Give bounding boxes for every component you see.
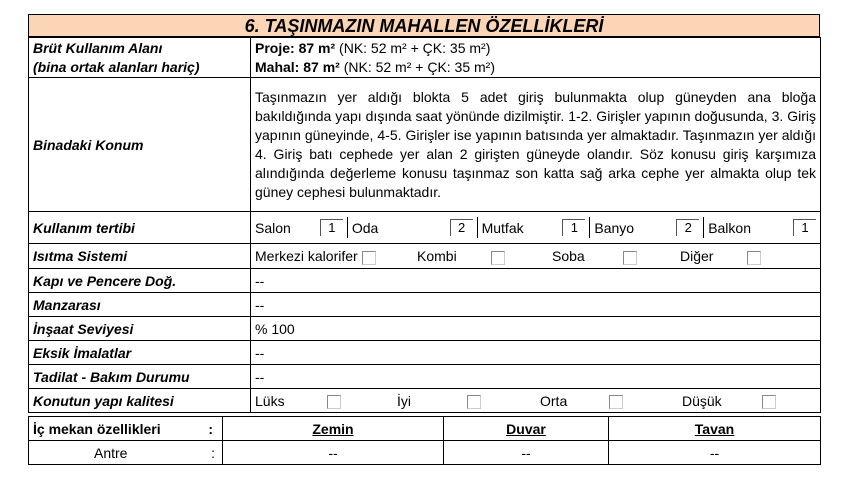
quality-row	[29, 389, 821, 413]
missing-row	[29, 341, 821, 365]
location-text: Taşınmazın yer aldığı blokta 5 adet giriş bulunmakta olup güneyden ana bloğa bakıldığında yapı dışında saat yönünde dizilmiştir. 1-2. Girişler yapının doğusunda, 3. Giriş yapının güneyinde, 4-5. Girişler ise yapının batısında yer almaktadır. Taşınmazın yer aldığı 4. Giriş batı cephede yer alan 2 girişten güneyde olandır. Söz konusu giriş karşımıza alındığında değerleme konusu taşınmaz son katta sağ arka cephe yer almakta olup tek güney cephesi bulunmaktadır.	[251, 78, 821, 212]
missing-value: --	[251, 341, 821, 365]
quality-checkbox[interactable]	[609, 395, 623, 409]
heating-option-label: Kombi	[417, 248, 457, 264]
interior-header-row	[29, 417, 821, 441]
renovation-label: Tadilat - Bakım Durumu	[29, 365, 251, 389]
interior-duvar-value: --	[444, 441, 609, 465]
interior-header-zemin: Zemin	[223, 417, 444, 441]
location-row	[29, 78, 821, 212]
interior-header-tavan: Tavan	[609, 417, 821, 441]
interior-tavan-value: --	[609, 441, 821, 465]
appraisal-section	[28, 14, 820, 465]
interior-zemin-value: --	[223, 441, 444, 465]
properties-table	[28, 37, 821, 413]
usage-item-name: Balkon	[708, 220, 751, 236]
area-proje: Proje: 87 m² (NK: 52 m² + ÇK: 35 m²)	[255, 39, 491, 56]
usage-item	[251, 217, 347, 238]
usage-count-field[interactable]: 2	[676, 219, 699, 236]
heating-checkbox[interactable]	[491, 251, 505, 265]
usage-item-name: Mutfak	[481, 220, 524, 236]
area-value	[251, 38, 821, 78]
construction-value: % 100	[251, 317, 821, 341]
heating-option-label: Diğer	[680, 248, 714, 264]
usage-item-name: Banyo	[594, 220, 635, 236]
renovation-row	[29, 365, 821, 389]
heating-checkbox[interactable]	[747, 251, 761, 265]
door-row	[29, 269, 821, 293]
usage-count-field[interactable]: 2	[450, 219, 473, 236]
construction-label: İnşaat Seviyesi	[29, 317, 251, 341]
heating-option	[680, 248, 800, 265]
usage-item	[589, 217, 703, 238]
usage-cell	[251, 212, 821, 244]
usage-count-field[interactable]: 1	[793, 219, 816, 236]
door-value: --	[251, 269, 821, 293]
quality-option	[255, 392, 397, 409]
usage-item-name: Oda	[351, 220, 379, 236]
quality-options	[255, 392, 816, 409]
heating-row	[29, 244, 821, 269]
heating-label: Isıtma Sistemi	[29, 244, 251, 269]
area-mahal: Mahal: 87 m² (NK: 52 m² + ÇK: 35 m²)	[255, 58, 496, 75]
quality-option	[540, 392, 682, 409]
interior-table	[28, 416, 821, 465]
heating-cell	[251, 244, 821, 269]
renovation-value: --	[251, 365, 821, 389]
heating-option-label: Soba	[552, 248, 585, 264]
area-row	[29, 38, 821, 78]
usage-row	[29, 212, 821, 244]
area-label: Brüt Kullanım Alanı (bina ortak alanları hariç)	[29, 38, 251, 78]
heating-options	[255, 248, 816, 265]
quality-label: Konutun yapı kalitesi	[29, 389, 251, 413]
usage-item	[477, 217, 590, 238]
interior-label: İç mekan özellikleri :	[29, 417, 223, 441]
section-title: 6. TAŞINMAZIN MAHALLEN ÖZELLİKLERİ	[28, 14, 820, 37]
missing-label: Eksik İmalatlar	[29, 341, 251, 365]
quality-option-label: Orta	[540, 392, 568, 409]
heating-checkbox[interactable]	[623, 251, 637, 265]
view-row	[29, 293, 821, 317]
usage-item	[347, 217, 477, 238]
interior-row-name: Antre :	[29, 441, 223, 465]
construction-row	[29, 317, 821, 341]
quality-option-label: Düşük	[682, 392, 722, 409]
usage-count-field[interactable]: 1	[562, 219, 585, 236]
quality-checkbox[interactable]	[467, 395, 481, 409]
heating-option	[552, 248, 680, 265]
quality-cell	[251, 389, 821, 413]
heating-option	[255, 248, 417, 265]
usage-count-field[interactable]: 1	[320, 219, 343, 236]
quality-checkbox[interactable]	[327, 395, 341, 409]
usage-item	[703, 217, 820, 238]
usage-options	[251, 217, 820, 238]
quality-checkbox[interactable]	[762, 395, 776, 409]
usage-item-name: Salon	[255, 220, 291, 236]
heating-option-label: Merkezi kalorifer	[255, 248, 358, 264]
location-label: Binadaki Konum	[29, 78, 251, 212]
heating-option	[417, 248, 552, 265]
view-value: --	[251, 293, 821, 317]
quality-option-label: İyi	[397, 392, 411, 409]
heating-checkbox[interactable]	[362, 251, 376, 265]
interior-header-duvar: Duvar	[444, 417, 609, 441]
usage-label: Kullanım tertibi	[29, 212, 251, 244]
table-row	[29, 441, 821, 465]
view-label: Manzarası	[29, 293, 251, 317]
door-label: Kapı ve Pencere Doğ.	[29, 269, 251, 293]
quality-option	[397, 392, 540, 409]
quality-option	[682, 392, 802, 409]
quality-option-label: Lüks	[255, 392, 285, 409]
